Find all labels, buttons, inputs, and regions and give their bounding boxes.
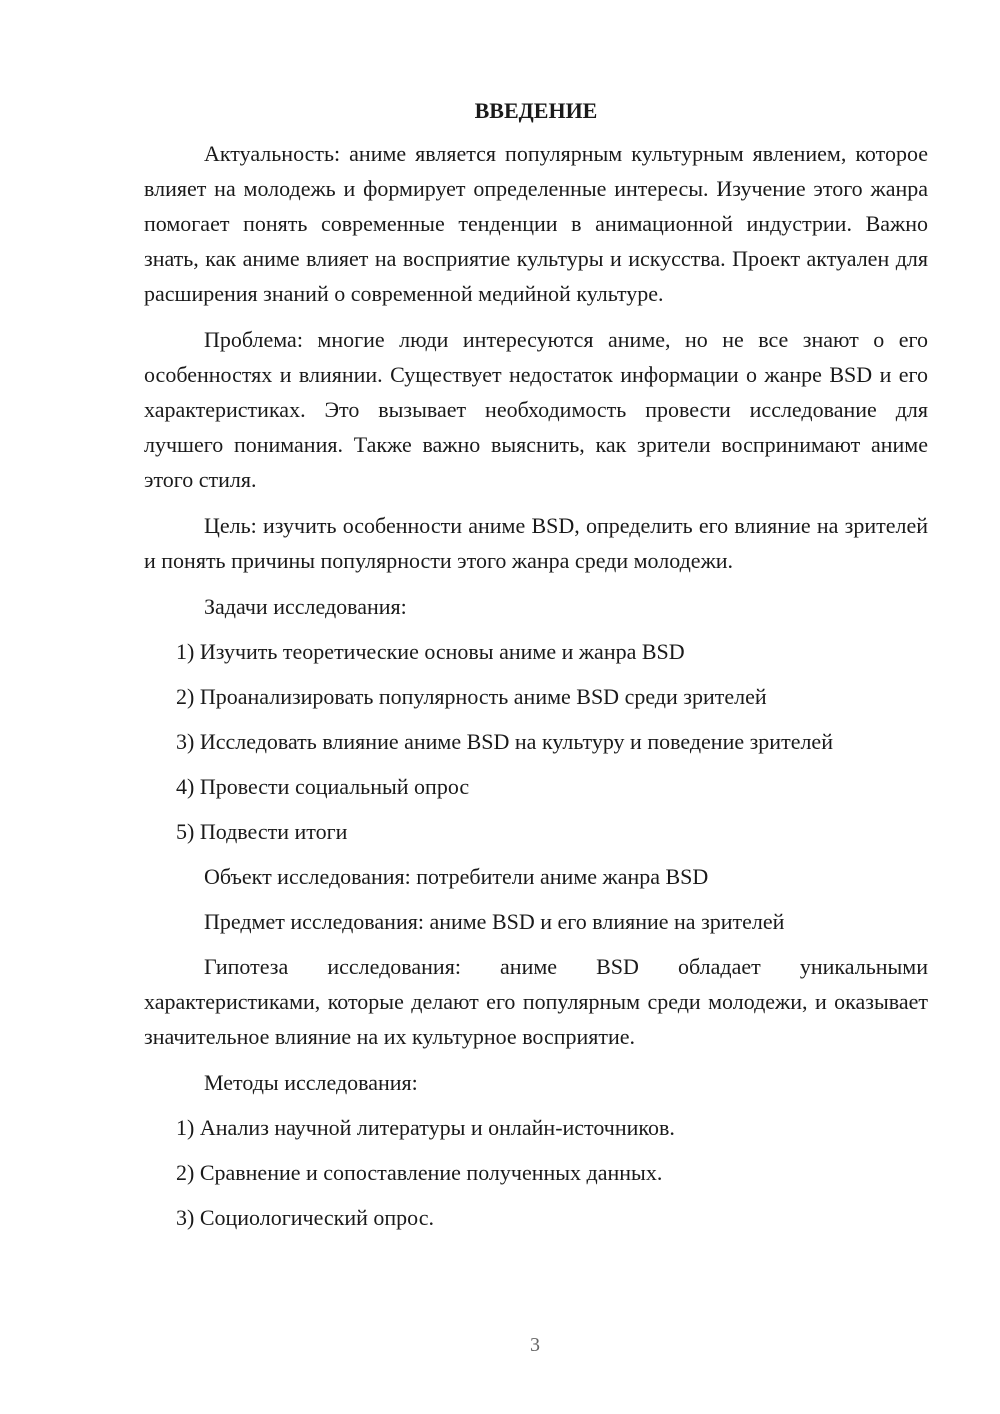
hypothesis-paragraph: Гипотеза исследования: аниме BSD обладает уникальными характеристиками, которые делают его популярным среди молодежи, и оказывает значительное влияние на их культурное восприятие.	[144, 954, 928, 1049]
object-line: Объект исследования: потребители аниме жанра BSD	[204, 864, 709, 889]
section-title: ВВЕДЕНИЕ	[474, 98, 598, 123]
relevance-paragraph: Актуальность: аниме является популярным культурным явлением, которое влияет на молодежь и формирует определенные интересы. Изучение этого жанра помогает понять современные тенденции в анимационной индустрии. Важно знать, как аниме влияет на восприятие культуры и искусства. Проект актуален для расширения знаний о современной медийной культуре.	[144, 141, 928, 306]
methods-heading: Методы исследования:	[204, 1070, 418, 1095]
tasks-heading: Задачи исследования:	[204, 594, 407, 619]
task-item: 5) Подвести итоги	[176, 819, 348, 844]
page-number: 3	[530, 1334, 540, 1356]
method-item: 3) Социологический опрос.	[176, 1205, 434, 1230]
task-item: 1) Изучить теоретические основы аниме и жанра BSD	[176, 639, 685, 664]
problem-paragraph: Проблема: многие люди интересуются аниме, но не все знают о его особенностях и влиянии. Существует недостаток информации о жанре BSD и его характеристиках. Это вызывает необходимость провести исследование для лучшего понимания. Также важно выяснить, как зрители воспринимают аниме этого стиля.	[144, 327, 928, 492]
goal-paragraph: Цель: изучить особенности аниме BSD, определить его влияние на зрителей и понять причины популярности этого жанра среди молодежи.	[144, 513, 928, 573]
subject-line: Предмет исследования: аниме BSD и его влияние на зрителей	[204, 909, 785, 934]
task-item: 2) Проанализировать популярность аниме BSD среди зрителей	[176, 684, 767, 709]
method-item: 2) Сравнение и сопоставление полученных данных.	[176, 1160, 663, 1185]
method-item: 1) Анализ научной литературы и онлайн-источников.	[176, 1115, 675, 1140]
task-item: 3) Исследовать влияние аниме BSD на культуру и поведение зрителей	[176, 729, 833, 754]
task-item: 4) Провести социальный опрос	[176, 774, 470, 799]
document-page	[144, 96, 928, 1245]
